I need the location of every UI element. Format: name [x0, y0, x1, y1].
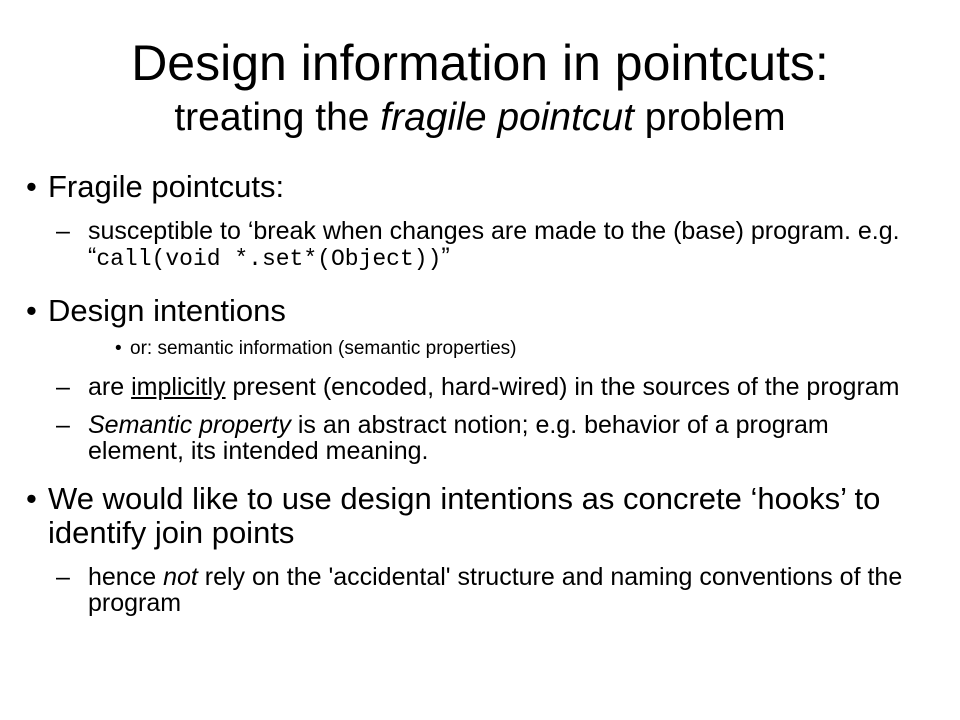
- sub-bullet-emphasis: not: [163, 563, 198, 591]
- bullet-text: Fragile pointcuts:: [48, 169, 285, 204]
- small-bullet-marker: •: [115, 338, 122, 359]
- sub-bullet-susceptible: [0, 218, 908, 272]
- sub-bullet-post: rely on the 'accidental' structure and naming conventions of the program: [88, 563, 903, 617]
- sub-bullet-semantic-property: [0, 412, 908, 464]
- sub-sub-bullet-semantic-info: [0, 338, 960, 360]
- sub-bullet-accidental-structure: [0, 564, 908, 616]
- sub-bullet-text-post: ”: [441, 243, 450, 271]
- subtitle-emphasis: fragile pointcut: [380, 96, 634, 139]
- slide-title: [0, 35, 960, 139]
- title-subtitle: [0, 98, 960, 137]
- sub-bullet-marker: –: [56, 373, 70, 401]
- sub-bullet-post: present (encoded, hard-wired) in the sources of the program: [225, 373, 900, 401]
- bullet-design-intentions: [0, 294, 960, 328]
- sub-bullet-post: is an abstract notion; e.g. behavior of a program element, its intended meaning.: [88, 411, 829, 465]
- title-main: Design information in pointcuts:: [131, 35, 829, 91]
- sub-bullet-pre: hence: [88, 563, 164, 591]
- bullet-concrete-hooks: [0, 482, 908, 550]
- bullet-text: Design intentions: [48, 293, 286, 328]
- sub-bullet-implicitly: [0, 374, 908, 400]
- sub-bullet-text-pre: susceptible to ‘break when changes are made to the (base) program. e.g. “: [88, 217, 900, 271]
- sub-bullet-marker: –: [56, 563, 70, 591]
- underlined-word: implicitly: [131, 373, 226, 401]
- sub-bullet-emphasis: Semantic property: [88, 411, 291, 439]
- bullet-text: We would like to use design intentions as concrete ‘hooks’ to identify join points: [48, 481, 881, 550]
- code-snippet: call(void *.set*(Object)): [96, 246, 442, 272]
- bullet-marker: •: [26, 481, 37, 516]
- sub-bullet-pre: are: [88, 373, 132, 401]
- sub-bullet-marker: –: [56, 217, 70, 245]
- slide-content: [0, 170, 960, 616]
- sub-bullet-marker: –: [56, 411, 70, 439]
- small-bullet-text: or: semantic information (semantic properties): [130, 338, 517, 359]
- subtitle-pre: treating the: [174, 96, 381, 139]
- subtitle-post: problem: [633, 96, 786, 139]
- bullet-marker: •: [26, 293, 37, 328]
- bullet-fragile-pointcuts: [0, 170, 960, 204]
- bullet-marker: •: [26, 169, 37, 204]
